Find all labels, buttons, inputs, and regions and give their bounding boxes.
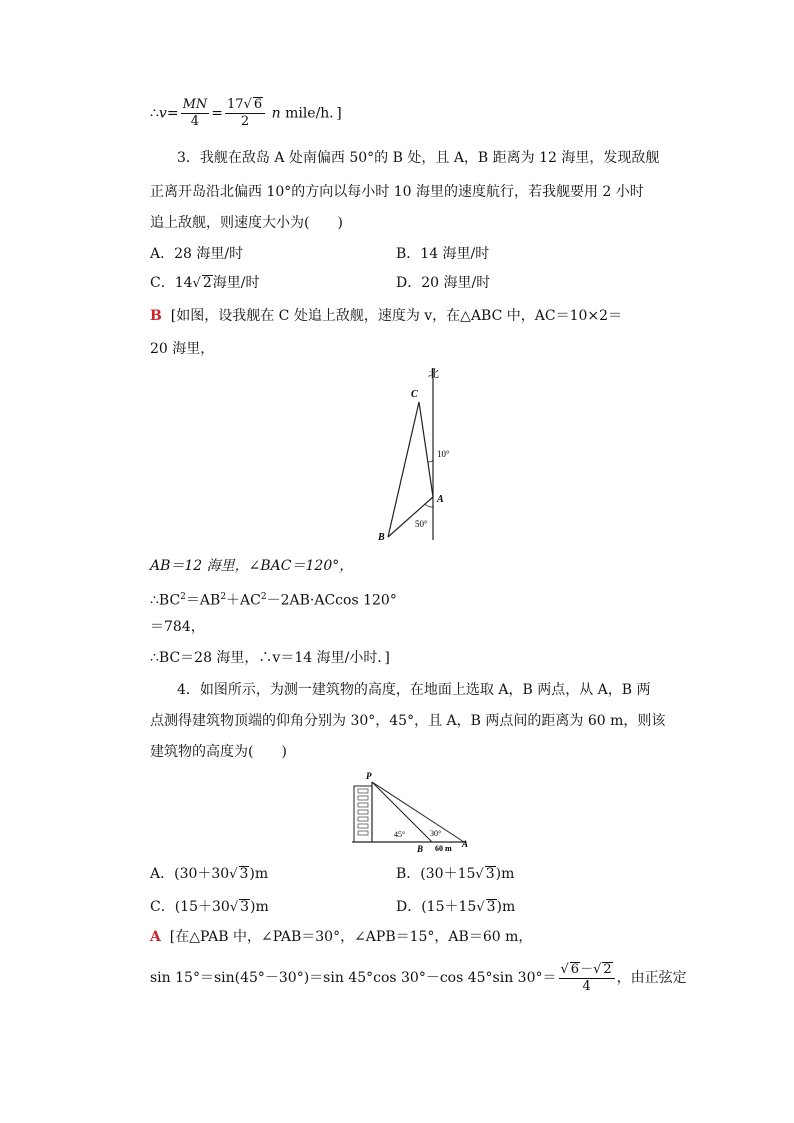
fraction-root6-minus-root2-over-4: $\frac{√ 6-√ 2}{4}$ [559, 962, 615, 995]
label-b: B [378, 532, 385, 543]
label-60m: 60 m [435, 844, 452, 853]
angle-10-arc [428, 460, 433, 462]
velocity-result-line [150, 97, 342, 130]
q3-stem-line-1: 3．我舰在敌岛 A 处南偏西 50°的 B 处，且 A，B 距离为 12 海里，发现敌舰 [177, 150, 660, 166]
q4-option-b: B．(30＋15√ 3)m [396, 866, 515, 882]
label-30deg: 30° [430, 829, 442, 838]
sight-line-a [372, 782, 464, 842]
north-label: 北 [428, 368, 439, 380]
q3-option-d: D．20 海里/时 [396, 275, 491, 291]
q4-option-d: D．(15＋15√ 3)m [396, 899, 516, 915]
q3-solution-line-6: ∴BC＝28 海里，∴v＝14 海里/小时．] [150, 650, 390, 666]
q4-stem-line-3: 建筑物的高度为( ) [150, 744, 287, 760]
q3-triangle-figure [370, 364, 470, 544]
var-v: v [158, 105, 167, 122]
equals-sign: = [211, 105, 223, 122]
q3-solution-line-1: B [如图，设我舰在 C 处追上敌舰，速度为 v，在△ABC 中，AC＝10×2＝ [150, 308, 623, 324]
equals-sign: = [166, 105, 179, 122]
q3-stem-line-3: 追上敌舰，则速度大小为( ) [150, 215, 343, 231]
q4-building-figure [348, 770, 478, 855]
label-c: C [411, 389, 418, 400]
fraction-mn-over-4: $\frac{MN}{4}$ [182, 97, 208, 129]
label-50deg: 50° [415, 519, 428, 529]
q4-solution-line-1: A [在△PAB 中，∠PAB＝30°，∠APB＝15°，AB＝60 m， [150, 929, 533, 945]
side-ca [419, 402, 433, 497]
q3-option-c: C．14√ 2海里/时 [150, 275, 260, 291]
therefore-symbol: ∴ [150, 105, 159, 122]
q3-solution-line-4: $\therefore BC^2=AB^2+AC^2-2AB\cdot ACcos$ 120° [150, 592, 397, 609]
q3-option-a: A．28 海里/时 [150, 246, 244, 262]
q4-option-c: C．(15＋30√ 3)m [150, 899, 269, 915]
side-ab [388, 497, 433, 537]
q3-stem-line-2: 正离开岛沿北偏西 10°的方向以每小时 10 海里的速度航行，若我舰要用 2 小时 [150, 184, 644, 200]
q3-solution-line-2: 20 海里， [150, 341, 215, 357]
label-a: A [462, 839, 469, 849]
q4-stem-line-1: 4．如图所示，为测一建筑物的高度，在地面上选取 A，B 两点，从 A，B 两 [177, 682, 651, 698]
label-45deg: 45° [394, 830, 406, 839]
q4-option-a: A．(30＋30√ 3)m [150, 866, 269, 882]
label-p: P [366, 771, 372, 781]
var-n: n [271, 105, 281, 122]
q4-solution-line-2: sin 15°＝sin(45°－30°)＝sin 45°cos 30°－cos 45°sin 30°＝ $\frac{√ 6-√ 2}{4}$ ，由正弦定 [150, 961, 687, 994]
velocity-unit: mile/h．] [285, 105, 342, 122]
label-b: B [417, 844, 424, 854]
q3-option-b: B．14 海里/时 [396, 246, 490, 262]
label-a: A [437, 494, 444, 505]
label-10deg: 10° [437, 449, 450, 459]
fraction-17-root6-over-2: $\frac{17√ 6}{2}$ [225, 97, 265, 130]
q3-answer: B [150, 308, 162, 324]
q3-solution-line-3: AB＝12 海里，∠BAC＝120°， [150, 558, 354, 574]
q4-answer: A [150, 929, 161, 945]
q3-solution-line-5: ＝784， [150, 619, 205, 635]
angle-50-arc [425, 504, 433, 507]
side-cb [388, 402, 419, 537]
q4-stem-line-2: 点测得建筑物顶端的仰角分别为 30°，45°，且 A，B 两点间的距离为 60 m，则该 [150, 713, 666, 729]
